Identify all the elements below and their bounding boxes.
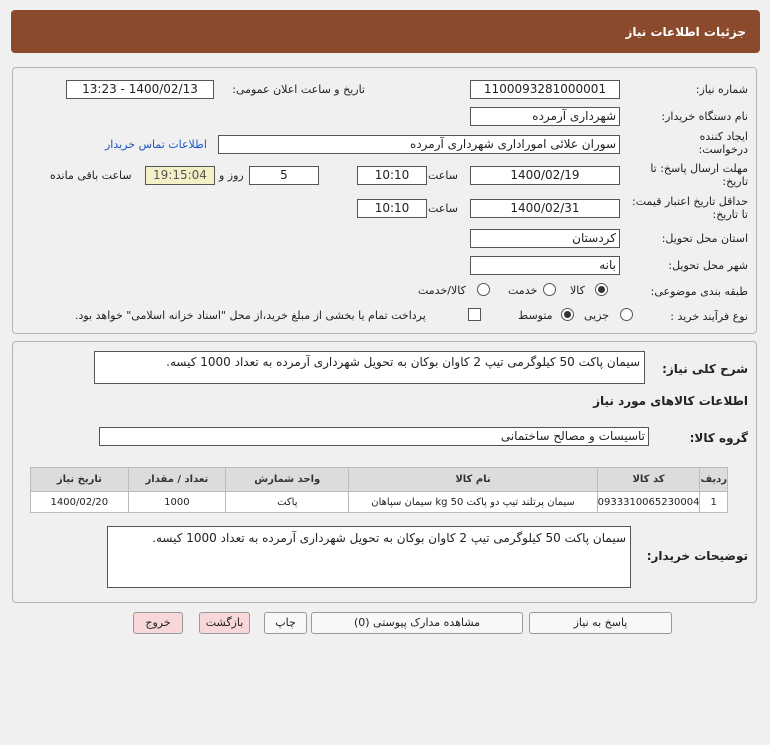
- row-index: 1: [700, 492, 728, 513]
- price-date-field: 1400/02/31: [470, 199, 620, 218]
- reply-time-label: ساعت: [428, 169, 458, 182]
- item-qty: 1000: [128, 492, 225, 513]
- remaining-time-field: 19:15:04: [145, 166, 215, 185]
- reply-time-field: 10:10: [357, 166, 427, 185]
- announce-label: تاریخ و ساعت اعلان عمومی:: [232, 83, 365, 96]
- item-code: 0933310065230004: [597, 492, 700, 513]
- summary-field: سیمان پاکت 50 کیلوگرمی تیپ 2 کاوان بوکان به تحویل شهرداری آرمرده به تعداد 1000 کیسه.: [94, 351, 645, 384]
- buyer-contact-link[interactable]: اطلاعات تماس خریدار: [105, 138, 207, 151]
- announce-field: 1400/02/13 - 13:23: [66, 80, 214, 99]
- item-date: 1400/02/20: [31, 492, 129, 513]
- item-name: سیمان پرتلند تیپ دو پاکت kg 50 سیمان سپاهان: [349, 492, 597, 513]
- reply-deadline-label: مهلت ارسال پاسخ: تا تاریخ:: [650, 162, 748, 188]
- days-field: 5: [249, 166, 319, 185]
- reply-button[interactable]: پاسخ به نیاز: [529, 612, 672, 634]
- category-option-goods-service: کالا/خدمت: [418, 284, 466, 297]
- col-code-header: کد کالا: [597, 468, 700, 492]
- page-title: جزئیات اطلاعات نیاز: [625, 25, 746, 39]
- purchase-radio-minor[interactable]: [620, 308, 633, 321]
- price-validity-label: حداقل تاریخ اعتبار قیمت: تا تاریخ:: [632, 195, 748, 221]
- buyer-notes-label: توضیحات خریدار:: [646, 549, 748, 563]
- col-row-header: ردیف: [700, 468, 728, 492]
- province-label: استان محل تحویل:: [661, 232, 748, 245]
- creator-field: سوران علائی اموراداری شهرداری آرمردە: [218, 135, 620, 154]
- back-button[interactable]: بازگشت: [199, 612, 250, 634]
- need-number-label: شماره نیاز:: [695, 83, 748, 96]
- col-name-header: نام کالا: [349, 468, 597, 492]
- exit-button[interactable]: خروج: [133, 612, 183, 634]
- col-unit-header: واحد شمارش: [226, 468, 349, 492]
- purchase-type-label: نوع فرآیند خرید :: [670, 310, 748, 323]
- purchase-option-medium: متوسط: [518, 309, 553, 322]
- goods-table-wrapper: [30, 467, 728, 513]
- summary-label: شرح کلی نیاز:: [662, 362, 748, 376]
- goods-group-field: تاسیسات و مصالح ساختمانی: [99, 427, 649, 446]
- reply-date-field: 1400/02/19: [470, 166, 620, 185]
- purchase-option-minor: جزیی: [584, 309, 610, 322]
- category-option-goods: کالا: [570, 284, 585, 297]
- days-label: روز و: [219, 169, 244, 182]
- attachments-button[interactable]: مشاهده مدارک پیوستی (0): [311, 612, 523, 634]
- treasury-payment-note: پرداخت تمام یا بخشی از مبلغ خرید،از محل "اسناد خزانه اسلامی" خواهد بود.: [75, 309, 426, 322]
- province-field: کردستان: [470, 229, 620, 248]
- buyer-notes-field: سیمان پاکت 50 کیلوگرمی تیپ 2 کاوان بوکان به تحویل شهرداری آرمرده به تعداد 1000 کیسه.: [107, 526, 631, 588]
- category-radio-goods[interactable]: [595, 283, 608, 296]
- city-label: شهر محل تحویل:: [668, 259, 748, 272]
- goods-group-label: گروه کالا:: [689, 431, 748, 445]
- col-qty-header: تعداد / مقدار: [128, 468, 225, 492]
- creator-label: ایجاد کننده درخواست:: [698, 130, 748, 156]
- treasury-payment-checkbox[interactable]: [468, 308, 481, 321]
- table-row: [31, 492, 728, 513]
- goods-table-header: [31, 468, 728, 492]
- item-unit: پاکت: [226, 492, 349, 513]
- need-number-field: 1100093281000001: [470, 80, 620, 99]
- print-button[interactable]: چاپ: [264, 612, 307, 634]
- goods-section-title: اطلاعات کالاهای مورد نیاز: [593, 394, 748, 408]
- category-label: طبقه بندی موضوعی:: [650, 285, 748, 298]
- city-field: بانه: [470, 256, 620, 275]
- category-radio-service[interactable]: [543, 283, 556, 296]
- page-header: [11, 10, 760, 53]
- goods-table: [30, 467, 728, 513]
- buyer-org-field: شهرداری آرمرده: [470, 107, 620, 126]
- buyer-org-label: نام دستگاه خریدار:: [661, 110, 748, 123]
- remaining-label: ساعت باقی مانده: [50, 169, 132, 182]
- category-radio-goods-service[interactable]: [477, 283, 490, 296]
- purchase-radio-medium[interactable]: [561, 308, 574, 321]
- price-time-field: 10:10: [357, 199, 427, 218]
- price-time-label: ساعت: [428, 202, 458, 215]
- category-option-service: خدمت: [508, 284, 538, 297]
- col-date-header: تاریخ نیاز: [31, 468, 129, 492]
